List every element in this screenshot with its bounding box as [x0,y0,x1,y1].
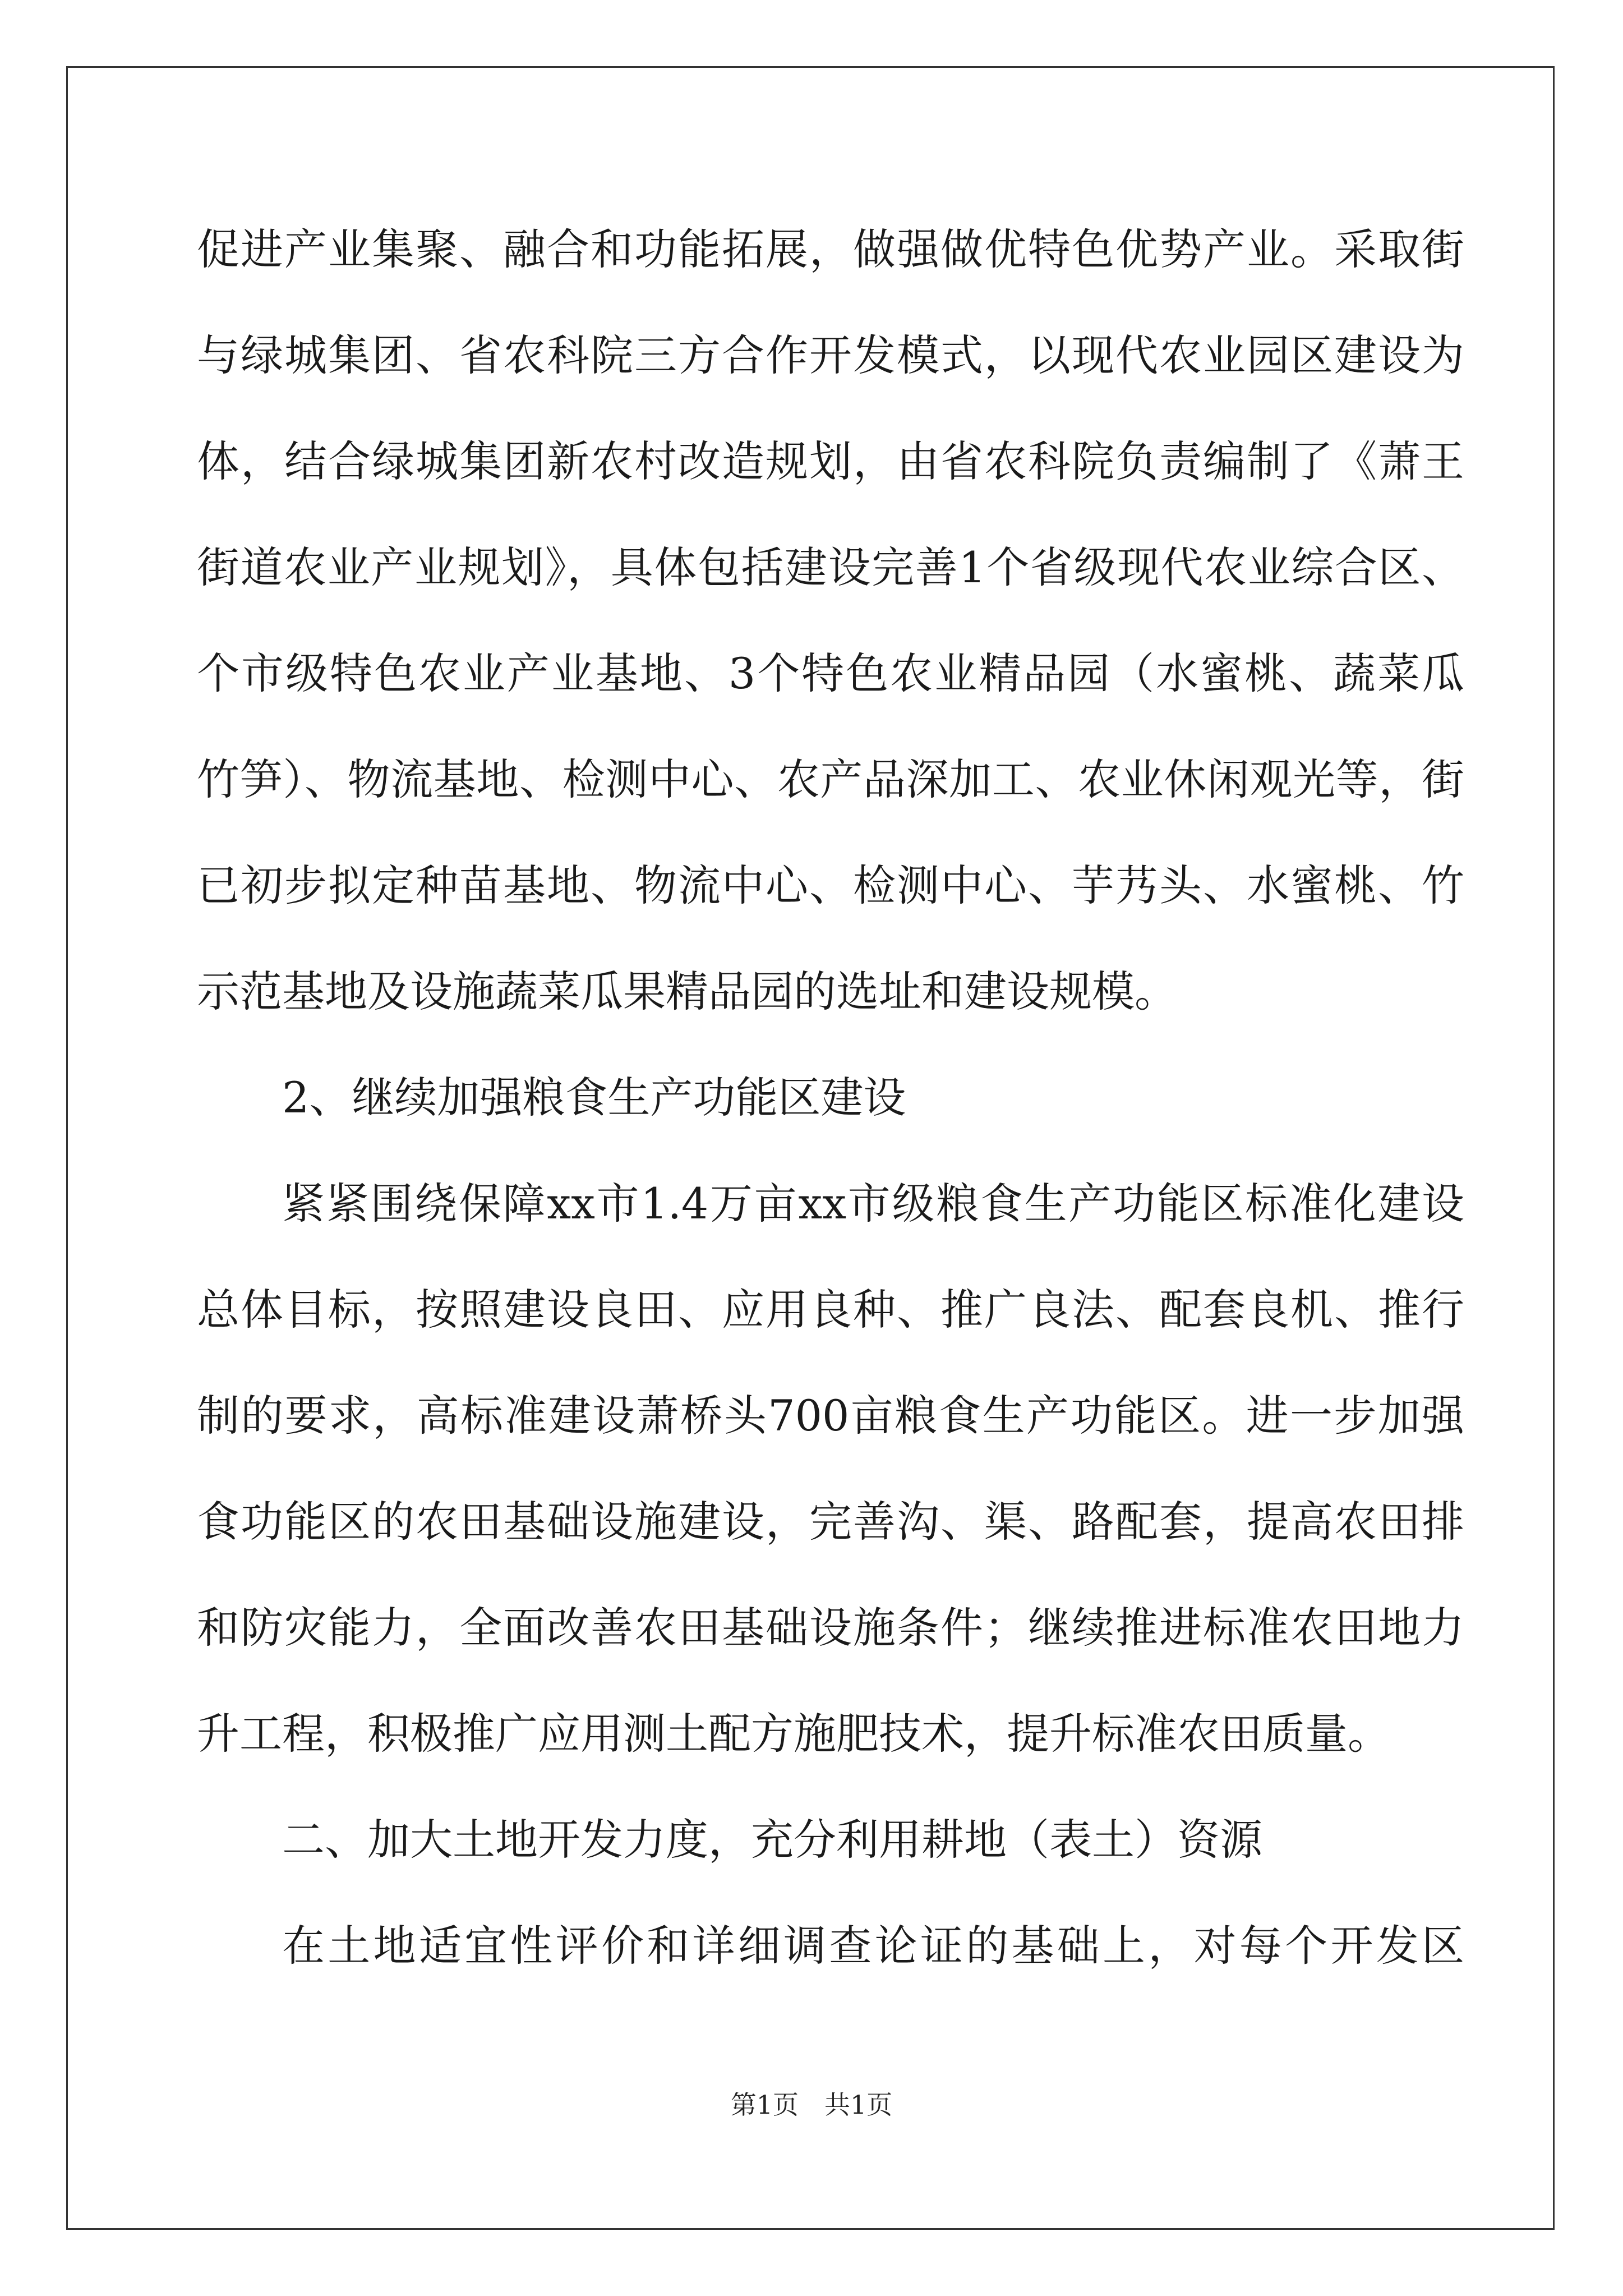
text-line: 总体目标，按照建设良田、应用良种、推广良法、配套良机、推行 [197,1285,1464,1335]
page-footer: 第1页 共1页 [730,2090,893,2120]
text-line: 食功能区的农田基础设施建设，完善沟、渠、路配套，提高农田排 [197,1497,1464,1547]
text-line: 和防灾能力，全面改善农田基础设施条件；继续推进标准农田地力 [197,1603,1464,1653]
text-line: 紧紧围绕保障xx市1.4万亩xx市级粮食生产功能区标准化建设 [282,1179,1464,1228]
text-line: 个市级特色农业产业基地、3个特色农业精品园（水蜜桃、蔬菜瓜 [197,648,1464,698]
text-line: 制的要求，高标准建设萧桥头700亩粮食生产功能区。进一步加强 [197,1391,1464,1441]
document-body [197,208,1464,2010]
text-line: 已初步拟定种苗基地、物流中心、检测中心、芋艿头、水蜜桃、竹 [197,861,1464,910]
text-line: 竹笋）、物流基地、检测中心、农产品深加工、农业休闲观光等，街 [197,754,1464,804]
text-line: 促进产业集聚、融合和功能拓展，做强做优特色优势产业。采取街 [197,224,1464,274]
text-line: 示范基地及设施蔬菜瓜果精品园的选址和建设规模。 [197,967,1177,1016]
section-heading: 二、加大土地开发力度，充分利用耕地（表土）资源 [282,1815,1262,1865]
text-line: 街道农业产业规划》，具体包括建设完善1个省级现代农业综合区、 [197,542,1464,592]
text-line: 体，结合绿城集团新农村改造规划，由省农科院负责编制了《萧王 [197,436,1464,486]
text-line: 在土地适宜性评价和详细调查论证的基础上，对每个开发区 [282,1921,1464,1971]
text-line: 升工程，积极推广应用测土配方施肥技术，提升标准农田质量。 [197,1709,1390,1759]
section-heading: 2、继续加强粮食生产功能区建设 [282,1073,906,1122]
text-line: 与绿城集团、省农科院三方合作开发模式，以现代农业园区建设为 [197,330,1464,380]
